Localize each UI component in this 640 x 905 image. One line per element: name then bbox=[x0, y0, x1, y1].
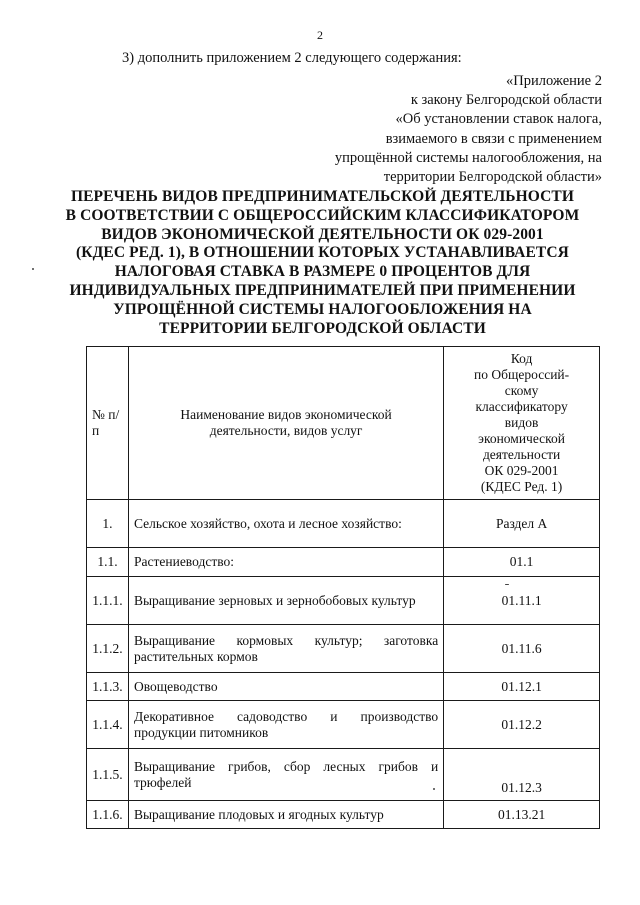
row-number: 1. bbox=[87, 500, 129, 548]
page-number: 2 bbox=[317, 28, 323, 42]
title-line: ВИДОВ ЭКОНОМИЧЕСКОЙ ДЕЯТЕЛЬНОСТИ ОК 029-2001 bbox=[101, 225, 544, 243]
table-row bbox=[87, 548, 600, 577]
row-name: Овощеводство bbox=[128, 673, 443, 701]
table-row bbox=[87, 701, 600, 749]
header-code-line: классификатору bbox=[475, 399, 568, 414]
table-header-row bbox=[87, 347, 600, 500]
appendix-line: упрощённой системы налогообложения, на bbox=[334, 149, 602, 166]
header-name-line: деятельности, видов услуг bbox=[209, 423, 363, 438]
title-line: ТЕРРИТОРИИ БЕЛГОРОДСКОЙ ОБЛАСТИ bbox=[159, 319, 486, 337]
row-number: 1.1.2. bbox=[87, 625, 129, 673]
header-code bbox=[444, 347, 600, 500]
scan-speck bbox=[433, 788, 435, 790]
header-name-line: Наименование видов экономической bbox=[180, 407, 392, 422]
appendix-line: «Об установлении ставок налога, bbox=[395, 111, 602, 128]
title-line: НАЛОГОВАЯ СТАВКА В РАЗМЕРЕ 0 ПРОЦЕНТОВ ДЛЯ bbox=[114, 263, 531, 281]
row-code: 01.12.3 bbox=[444, 749, 600, 801]
header-code-line: скому bbox=[504, 383, 539, 398]
row-number: 1.1.3. bbox=[87, 673, 129, 701]
row-name: Выращивание плодовых и ягодных культур bbox=[128, 801, 443, 829]
header-number: № п/п bbox=[87, 347, 129, 500]
title-line: ПЕРЕЧЕНЬ ВИДОВ ПРЕДПРИНИМАТЕЛЬСКОЙ ДЕЯТЕЛЬНОСТИ bbox=[70, 188, 575, 205]
row-name: Декоративное садоводство и производство продукции питомников bbox=[128, 701, 443, 749]
title-line: УПРОЩЁННОЙ СИСТЕМЫ НАЛОГООБЛОЖЕНИЯ НА bbox=[113, 300, 532, 318]
row-code: 01.11.6 bbox=[444, 625, 600, 673]
row-code: 01.12.2 bbox=[444, 701, 600, 749]
row-number: 1.1.1. bbox=[87, 577, 129, 625]
title-line: В СООТВЕТСТВИИ С ОБЩЕРОССИЙСКИМ КЛАССИФИКАТОРОМ bbox=[65, 206, 580, 224]
row-number: 1.1.5. bbox=[87, 749, 129, 801]
table-row bbox=[87, 801, 600, 829]
table-row bbox=[87, 577, 600, 625]
header-code-line: Код bbox=[510, 351, 533, 366]
row-number: 1.1.6. bbox=[87, 801, 129, 829]
header-code-line: видов bbox=[504, 415, 539, 430]
header-name bbox=[128, 347, 443, 500]
row-code: 01.13.21 bbox=[444, 801, 600, 829]
table-row bbox=[87, 749, 600, 801]
row-name: Выращивание кормовых культур; заготовка растительных кормов bbox=[128, 625, 443, 673]
table-row bbox=[87, 673, 600, 701]
document-title bbox=[60, 188, 585, 338]
row-number: 1.1. bbox=[87, 548, 129, 577]
title-line: (КДЕС РЕД. 1), В ОТНОШЕНИИ КОТОРЫХ УСТАНАВЛИВАЕТСЯ bbox=[76, 244, 569, 262]
table-row bbox=[87, 500, 600, 548]
row-code: 01.11.1 bbox=[444, 577, 600, 625]
row-name: Сельское хозяйство, охота и лесное хозяйство: bbox=[128, 500, 443, 548]
title-line: ИНДИВИДУАЛЬНЫХ ПРЕДПРИНИМАТЕЛЕЙ ПРИ ПРИМЕНЕНИИ bbox=[69, 281, 576, 299]
appendix-line: «Приложение 2 bbox=[506, 73, 602, 89]
appendix-line: к закону Белгородской области bbox=[410, 92, 602, 109]
appendix-reference bbox=[335, 72, 602, 187]
table-row bbox=[87, 625, 600, 673]
row-name: Выращивание зерновых и зернобобовых культур bbox=[128, 577, 443, 625]
header-code-line: (КДЕС Ред. 1) bbox=[480, 479, 563, 494]
appendix-line: взимаемого в связи с применением bbox=[385, 130, 602, 147]
row-code: Раздел А bbox=[444, 500, 600, 548]
row-code: 01.1 bbox=[444, 548, 600, 577]
row-name: Растениеводство: bbox=[128, 548, 443, 577]
row-name: Выращивание грибов, сбор лесных грибов и трюфелей bbox=[128, 749, 443, 801]
row-code: 01.12.1 bbox=[444, 673, 600, 701]
header-code-line: ОК 029-2001 bbox=[484, 463, 559, 478]
header-code-line: по Общероссий- bbox=[474, 367, 570, 382]
intro-text: 3) дополнить приложением 2 следующего содержания: bbox=[122, 50, 462, 66]
header-code-line: деятельности bbox=[482, 447, 561, 462]
header-code-line: экономической bbox=[478, 431, 566, 446]
row-number: 1.1.4. bbox=[87, 701, 129, 749]
scan-speck bbox=[32, 268, 34, 270]
scan-speck bbox=[505, 584, 509, 585]
appendix-line: территории Белгородской области» bbox=[383, 169, 602, 186]
activity-table bbox=[86, 346, 600, 829]
